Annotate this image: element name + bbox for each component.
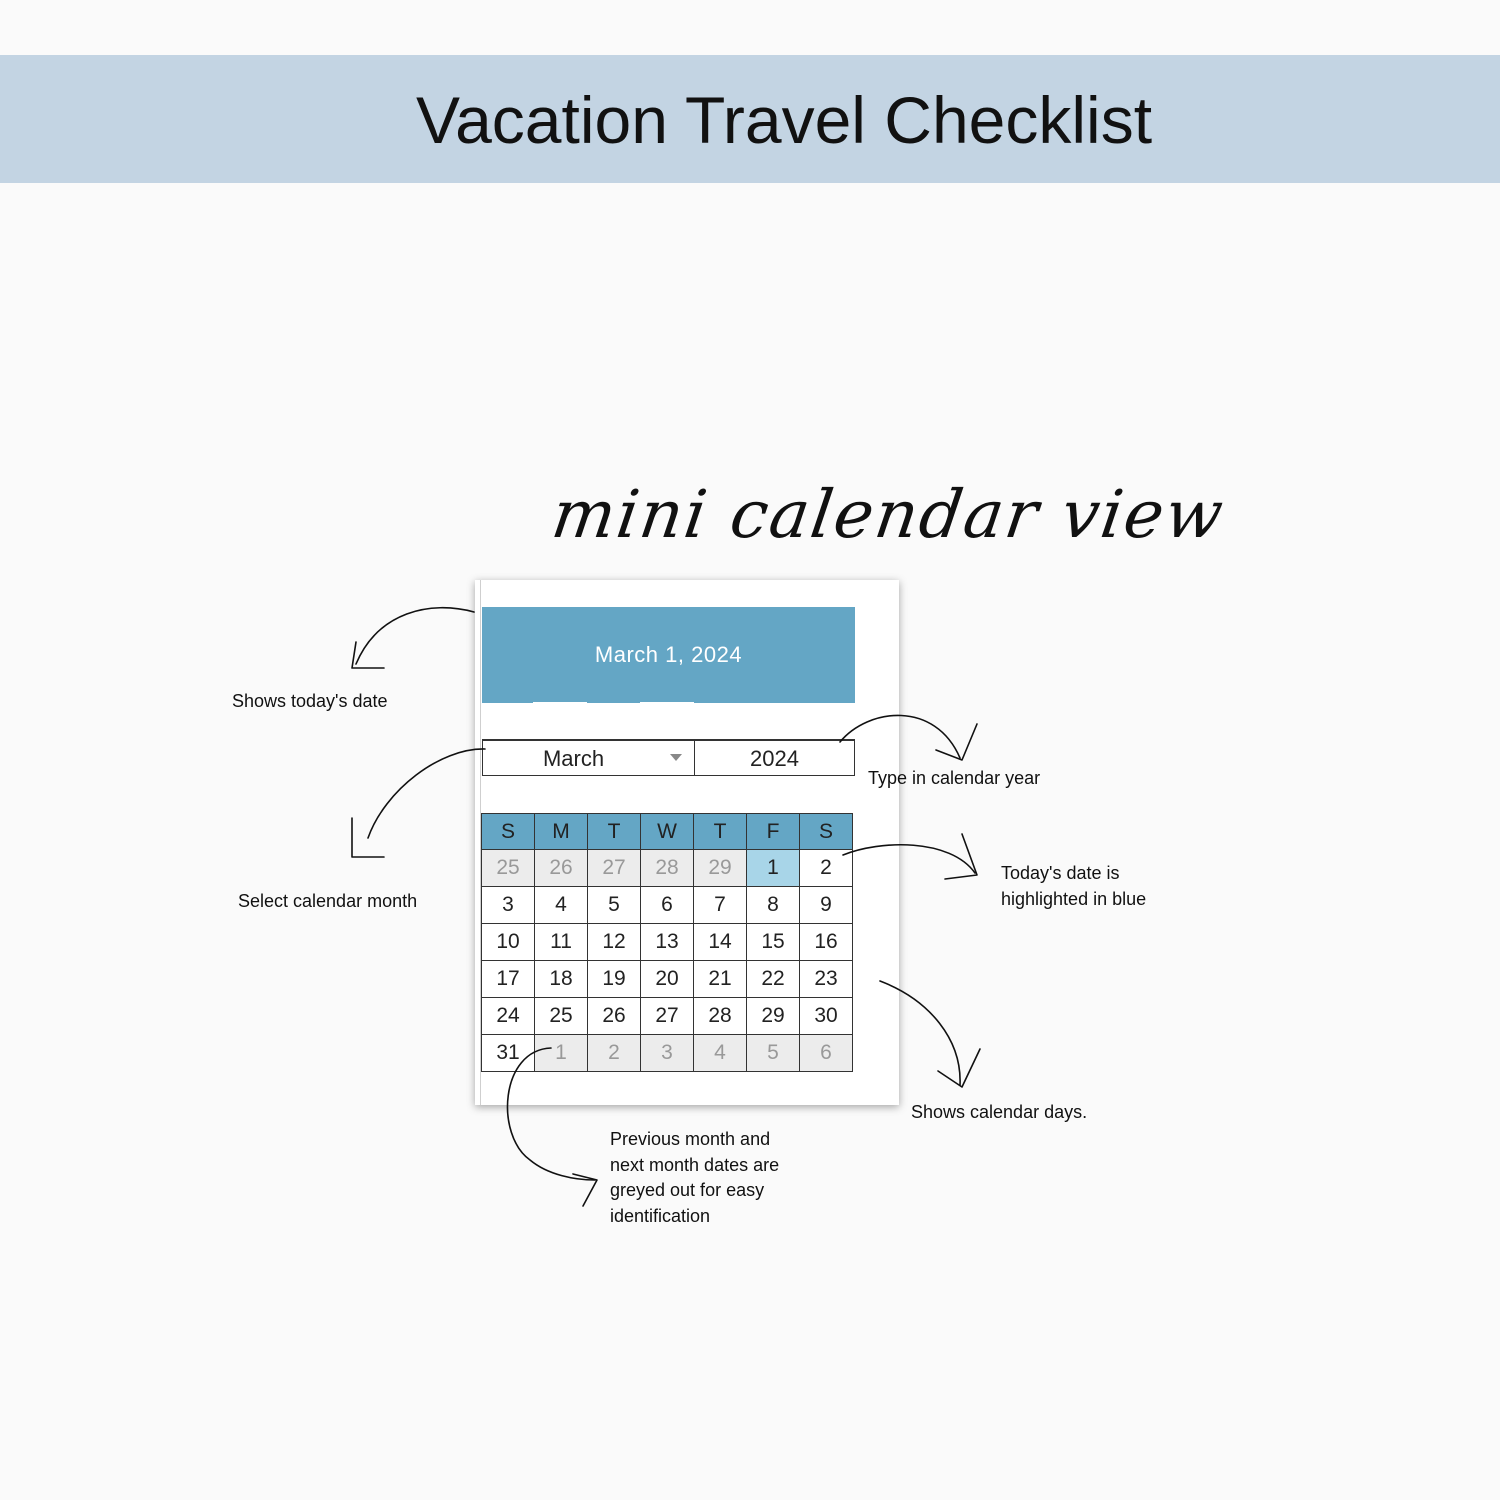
arrow-select-month <box>368 749 485 838</box>
calendar-day: 4 <box>535 887 588 924</box>
calendar-day-other-month: 2 <box>588 1035 641 1072</box>
year-input[interactable]: 2024 <box>694 739 855 776</box>
calendar-day: 30 <box>800 998 853 1035</box>
page-title: Vacation Travel Checklist <box>415 83 1153 157</box>
calendar-day-other-month: 3 <box>641 1035 694 1072</box>
calendar-day: 23 <box>800 961 853 998</box>
calendar-day: 3 <box>482 887 535 924</box>
calendar-day: 29 <box>747 998 800 1035</box>
annotation-greyed-3: greyed out for easy <box>610 1180 765 1200</box>
annotation-today-highlight-2: highlighted in blue <box>1001 889 1147 909</box>
month-selected-value: March <box>542 746 605 771</box>
annotation-greyed-2: next month dates are <box>610 1155 780 1175</box>
calendar-day: 2 <box>800 850 853 887</box>
arrow-today-highlight-head <box>945 834 977 879</box>
calendar-day-other-month: 1 <box>535 1035 588 1072</box>
calendar-grid <box>481 813 853 1072</box>
calendar-day-other-month: 25 <box>482 850 535 887</box>
calendar-day: 6 <box>641 887 694 924</box>
calendar-day: 16 <box>800 924 853 961</box>
annotation-greyed-4: identification <box>610 1206 711 1226</box>
calendar-day-other-month: 6 <box>800 1035 853 1072</box>
calendar-day: 5 <box>588 887 641 924</box>
dropdown-arrow-icon[interactable] <box>670 754 682 761</box>
calendar-day: 21 <box>694 961 747 998</box>
weekday-header: S <box>482 814 535 850</box>
calendar-day: 14 <box>694 924 747 961</box>
weekday-header: T <box>694 814 747 850</box>
arrow-select-month-head <box>352 818 384 857</box>
calendar-day-today: 1 <box>747 850 800 887</box>
calendar-day: 28 <box>694 998 747 1035</box>
calendar-day: 19 <box>588 961 641 998</box>
calendar-day: 11 <box>535 924 588 961</box>
calendar-day: 26 <box>588 998 641 1035</box>
calendar-day: 9 <box>800 887 853 924</box>
annotation-select-month: Select calendar month <box>238 891 418 911</box>
calendar-day-other-month: 5 <box>747 1035 800 1072</box>
annotation-today-date: Shows today's date <box>232 691 388 711</box>
calendar-week-row <box>482 850 853 887</box>
annotation-type-year: Type in calendar year <box>868 768 1041 788</box>
calendar-week-row <box>482 998 853 1035</box>
calendar-week-row <box>482 1035 853 1072</box>
calendar-day-other-month: 27 <box>588 850 641 887</box>
calendar-day: 27 <box>641 998 694 1035</box>
arrow-calendar-days-head <box>938 1049 980 1087</box>
calendar-day: 24 <box>482 998 535 1035</box>
arrow-today-date <box>356 608 474 664</box>
arrow-greyed-dates-head <box>573 1174 597 1206</box>
month-dropdown[interactable] <box>482 739 694 776</box>
calendar-day: 8 <box>747 887 800 924</box>
calendar-day-other-month: 28 <box>641 850 694 887</box>
calendar-week-row <box>482 924 853 961</box>
weekday-header: F <box>747 814 800 850</box>
annotation-today-highlight-1: Today's date is <box>1001 863 1120 883</box>
calendar-day: 20 <box>641 961 694 998</box>
calendar-day: 31 <box>482 1035 535 1072</box>
calendar-day: 10 <box>482 924 535 961</box>
calendar-day: 15 <box>747 924 800 961</box>
calendar-week-row <box>482 961 853 998</box>
arrow-today-date-head <box>352 642 384 668</box>
arrow-type-year-head <box>936 724 977 760</box>
calendar-day-other-month: 26 <box>535 850 588 887</box>
calendar-day-other-month: 4 <box>694 1035 747 1072</box>
annotation-greyed-1: Previous month and <box>610 1129 771 1149</box>
calendar-day: 22 <box>747 961 800 998</box>
weekday-header: T <box>588 814 641 850</box>
calendar-day: 13 <box>641 924 694 961</box>
today-date-header: March 1, 2024 <box>482 607 855 703</box>
calendar-day: 17 <box>482 961 535 998</box>
weekday-header: S <box>800 814 853 850</box>
header-notch <box>640 702 694 704</box>
header-notch <box>533 702 587 704</box>
calendar-day-other-month: 29 <box>694 850 747 887</box>
calendar-day: 25 <box>535 998 588 1035</box>
weekday-header: M <box>535 814 588 850</box>
annotation-calendar-days: Shows calendar days. <box>911 1102 1088 1122</box>
calendar-day: 18 <box>535 961 588 998</box>
calendar-day: 7 <box>694 887 747 924</box>
section-title: mini calendar view <box>547 476 1230 553</box>
mini-calendar-card <box>475 580 899 1105</box>
weekday-header: W <box>641 814 694 850</box>
weekday-header-row <box>482 814 853 850</box>
calendar-week-row <box>482 887 853 924</box>
calendar-day: 12 <box>588 924 641 961</box>
